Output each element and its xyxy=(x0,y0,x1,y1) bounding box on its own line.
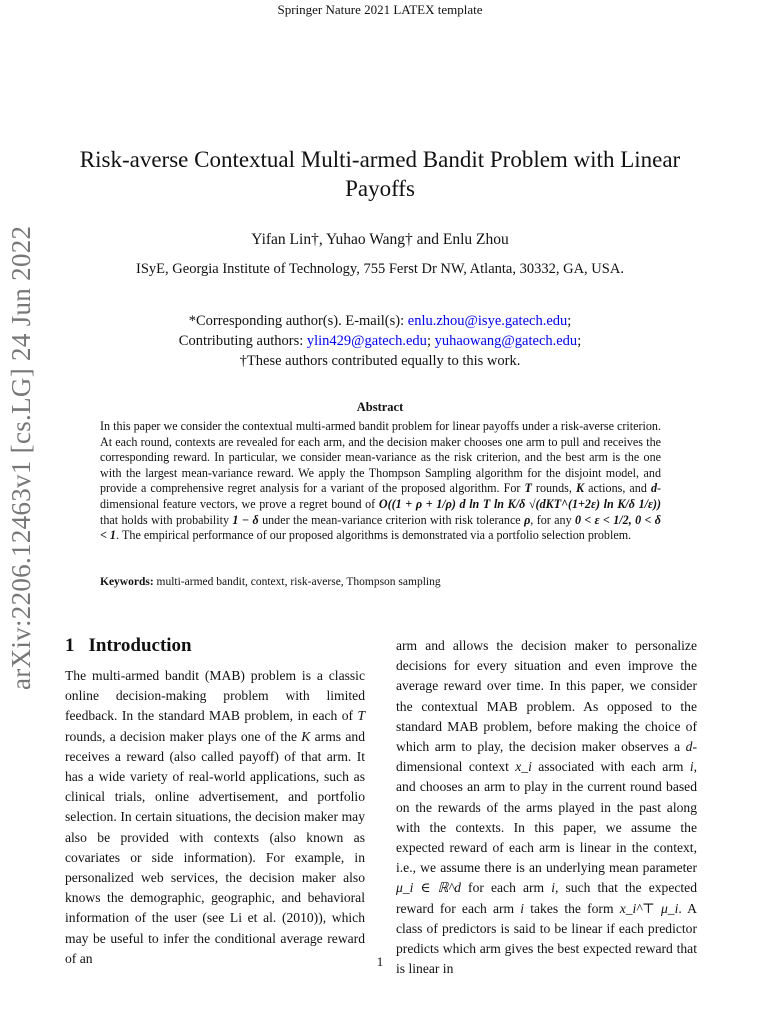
corresponding-prefix: *Corresponding author(s). E-mail(s): xyxy=(188,313,408,329)
corresponding-suffix: ; xyxy=(567,313,572,329)
math-rho: ρ xyxy=(524,512,531,527)
contributing-suffix: ; xyxy=(577,333,582,349)
math-mu-i: μ_i ∈ ℝ^d xyxy=(396,880,461,896)
abstract-text: under the mean-variance criterion with risk tolerance xyxy=(258,512,525,527)
abstract-text: In this paper we consider the contextual multi-armed bandit problem for linear payoffs under a risk-averse criterion. At each round, contexts are revealed for each arm, and the decision maker chooses one arm to pull and receives the corresponding reward. In particular, we consider mean-variance as the risk criterion, and the best arm is the one with the largest mean-variance reward. We apply the Thompson Sampling algorithm for the disjoint model, and provide a comprehensive regret analysis for a variant of the proposed algorithm. For xyxy=(100,419,661,496)
contributing-email-link-2[interactable]: yuhaowang@gatech.edu xyxy=(434,333,578,349)
corresponding-author-line xyxy=(0,311,760,331)
body-text: rounds, a decision maker plays one of the xyxy=(65,728,302,744)
body-text: arm and allows the decision maker to personalize decisions for every situation and even improve the average reward over time. In this paper, we consider the contextual MAB problem. As opposed to the standard MAB problem, before making the choice of which arm to play, the decision maker observes a xyxy=(396,638,697,755)
abstract-text: that holds with probability xyxy=(100,512,233,527)
section-heading xyxy=(65,635,192,657)
corresponding-email-link[interactable]: enlu.zhou@isye.gatech.edu xyxy=(407,313,568,329)
math-d: d xyxy=(650,481,657,496)
math-d: d xyxy=(685,739,693,755)
body-text: . A class of predictors is said to be linear if each predictor predicts which arm gives the best expected reward that is linear in xyxy=(396,900,698,977)
contributing-prefix: Contributing authors: xyxy=(178,333,307,349)
math-i: i xyxy=(520,900,525,916)
math-parameter-range: 0 < ε < 1/2, 0 < δ < 1 xyxy=(100,512,661,543)
math-i: i xyxy=(689,759,694,775)
contributing-authors-line xyxy=(0,331,760,351)
abstract-text: rounds, xyxy=(531,481,576,496)
keywords xyxy=(100,576,660,588)
math-T: T xyxy=(357,708,365,724)
contributing-email-link-1[interactable]: ylin429@gatech.edu xyxy=(306,333,427,349)
body-text: arms and receives a reward (also called payoff) of that arm. It has a wide variety of real-world applications, such as clinical trials, online advertisement, and portfolio selection. In certain situations, the decision maker may also be provided with contexts (also known as covariates or side information). For example, in personalized web services, the decision maker also knows the demographic, geographic, and behavioral information of the user (see Li et al. (2010)), which may be useful to infer the conditional average reward of an xyxy=(65,728,365,966)
abstract-text: , for any xyxy=(530,512,575,527)
keywords-text: multi-armed bandit, context, risk-averse, Thompson sampling xyxy=(153,576,441,588)
section-title: Introduction xyxy=(88,635,192,656)
math-K: K xyxy=(301,728,311,744)
section-number: 1 xyxy=(65,635,75,656)
body-text: -dimensional context xyxy=(396,739,697,775)
arxiv-id: arXiv:2206.12463v1 [cs.LG] 24 Jun 2022 xyxy=(6,225,36,690)
email-separator: ; xyxy=(426,333,435,349)
abstract-text: -dimensional feature vectors, we prove a regret bound of xyxy=(100,481,662,511)
body-text: The multi-armed bandit (MAB) problem is a classic online decision-making problem with limited feedback. In the standard MAB problem, in each of xyxy=(65,668,365,724)
math-x-i: x_i xyxy=(515,759,532,775)
authors: Yifan Lin†, Yuhao Wang† and Enlu Zhou xyxy=(251,231,509,248)
body-column-right xyxy=(396,636,697,979)
equal-contribution-note: †These authors contributed equally to this work. xyxy=(239,353,521,369)
affiliation: ISyE, Georgia Institute of Technology, 755 Ferst Dr NW, Atlanta, 30332, GA, USA. xyxy=(136,261,624,277)
abstract-text: actions, and xyxy=(584,481,651,496)
page-number: 1 xyxy=(376,954,384,969)
body-text: takes the form xyxy=(524,900,620,916)
paper-title: Risk-averse Contextual Multi-armed Bandit Problem with Linear Payoffs xyxy=(79,147,681,201)
abstract-text: . The empirical performance of our proposed algorithms is demonstrated via a portfolio selection problem. xyxy=(115,528,632,543)
body-column-left xyxy=(65,666,365,969)
body-text: for each arm xyxy=(460,880,552,896)
math-probability: 1 − δ xyxy=(232,512,259,527)
body-text: , such that the expected reward for each arm xyxy=(396,880,697,916)
math-K: K xyxy=(575,481,585,496)
abstract-heading: Abstract xyxy=(356,400,404,414)
math-T: T xyxy=(524,481,532,496)
abstract-body xyxy=(100,419,661,544)
body-text: associated with each arm xyxy=(531,759,690,775)
keywords-label: Keywords: xyxy=(100,576,154,588)
math-i: i xyxy=(551,880,555,896)
math-regret-bound: O((1 + ρ + 1/ρ) d ln T ln K/δ √(dKT^(1+2ε) ln K/δ 1/ε)) xyxy=(378,496,661,511)
body-text: , and chooses an arm to play in the current round based on the rewards of the arms played in the past along with the contexts. In this paper, we assume the expected reward of each arm is linear in the context, i.e., we assume there is an underlying mean parameter xyxy=(396,759,697,876)
math-linear-form: x_i^⊤ μ_i xyxy=(619,900,679,916)
running-header: Springer Nature 2021 LATEX template xyxy=(277,2,483,17)
